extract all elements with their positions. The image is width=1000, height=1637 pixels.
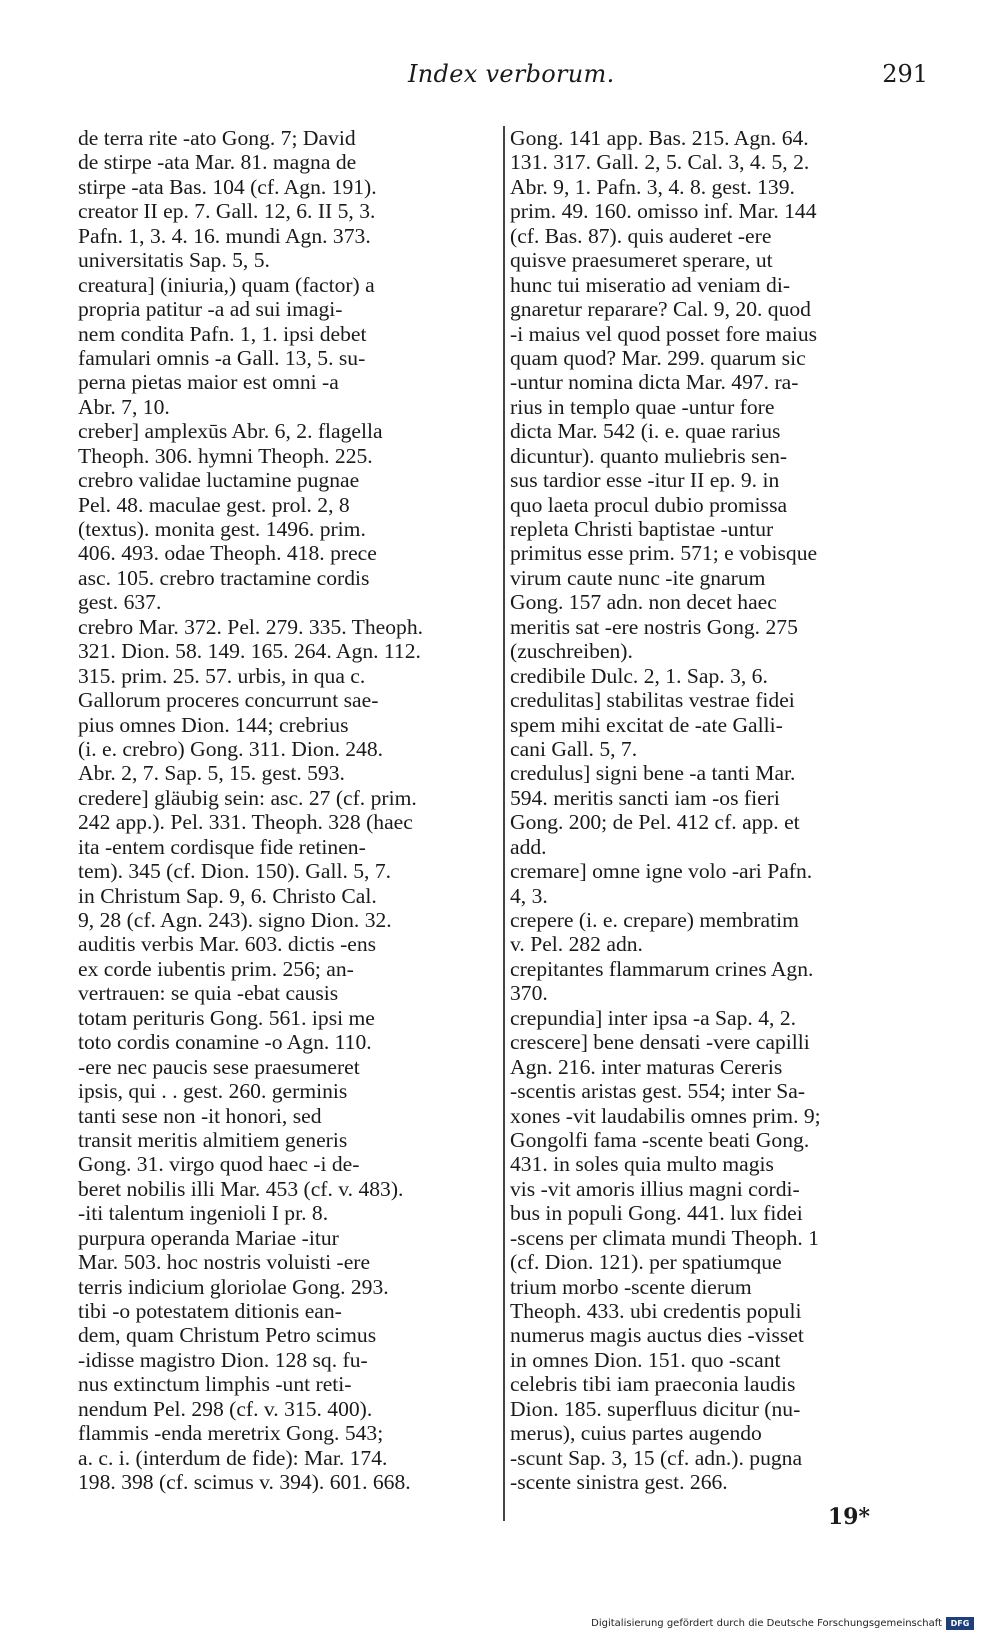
index-line: tibi -o potestatem ditionis ean- bbox=[78, 1299, 342, 1323]
index-line: creatura] (iniuria,) quam (factor) a bbox=[78, 272, 375, 297]
index-line: sus tardior esse -itur II ep. 9. in bbox=[510, 468, 780, 493]
index-line: quisve praesumeret sperare, ut bbox=[510, 248, 773, 273]
index-line: crebro Mar. 372. Pel. 279. 335. Theoph. bbox=[78, 614, 424, 639]
index-line: -scentis aristas gest. 554; inter Sa- bbox=[510, 1079, 806, 1104]
index-line: Abr. 2, 7. Sap. 5, 15. gest. 593. bbox=[78, 761, 345, 786]
index-line: (zuschreiben). bbox=[510, 639, 633, 664]
index-line: -iti talentum ingenioli I pr. 8. bbox=[78, 1201, 329, 1226]
index-line: credulus] signi bene -a tanti Mar. bbox=[510, 761, 796, 786]
index-line: spem mihi excitat de -ate Galli- bbox=[510, 712, 783, 737]
index-line: (cf. Dion. 121). per spatiumque bbox=[510, 1250, 782, 1275]
index-line: vis -vit amoris illius magni cordi- bbox=[510, 1176, 800, 1201]
index-line: pius omnes Dion. 144; crebrius bbox=[78, 712, 349, 737]
index-line: auditis verbis Mar. 603. dictis -ens bbox=[78, 932, 377, 957]
index-line: numerus magis auctus dies -visset bbox=[510, 1323, 804, 1348]
index-line: crepundia] inter ipsa -a Sap. 4, 2. bbox=[510, 1005, 797, 1030]
index-line: famulari omnis -a Gall. 13, 5. su- bbox=[78, 345, 366, 370]
dfg-logo: DFG bbox=[946, 1617, 974, 1630]
left-column bbox=[78, 126, 498, 1495]
index-line: -scens per climata mundi Theoph. 1 bbox=[510, 1225, 820, 1250]
index-line: Pafn. 1, 3. 4. 16. mundi Agn. 373. bbox=[78, 223, 371, 248]
index-line: crepitantes flammarum crines Agn. bbox=[510, 956, 814, 981]
index-line: Mar. 503. hoc nostris voluisti -ere bbox=[78, 1250, 371, 1275]
index-line: a. c. i. (interdum de fide): Mar. 174. bbox=[78, 1445, 388, 1470]
index-line: credulitas] stabilitas vestrae fidei bbox=[510, 688, 795, 713]
index-line: Gong. 200; de Pel. 412 cf. app. et bbox=[510, 810, 800, 835]
index-line: Abr. 9, 1. Pafn. 3, 4. 8. gest. 139. bbox=[510, 174, 795, 199]
index-line: Gong. 141 app. Bas. 215. Agn. 64. bbox=[510, 126, 809, 150]
index-line: Gongolfi fama -scente beati Gong. bbox=[510, 1127, 810, 1152]
index-line: quo laeta procul dubio promissa bbox=[510, 492, 788, 517]
index-line: credere] gläubig sein: asc. 27 (cf. prim. bbox=[78, 785, 417, 810]
index-line: transit meritis almitiem generis bbox=[78, 1127, 348, 1152]
page-number: 291 bbox=[882, 60, 928, 88]
index-line: beret nobilis illi Mar. 453 (cf. v. 483). bbox=[78, 1176, 404, 1201]
index-line: Pel. 48. maculae gest. prol. 2, 8 bbox=[78, 492, 350, 517]
index-line: v. Pel. 282 adn. bbox=[510, 932, 643, 957]
index-line: crescere] bene densati -vere capilli bbox=[510, 1030, 810, 1055]
index-line: Gallorum proceres concurrunt sae- bbox=[78, 688, 379, 713]
index-line: in omnes Dion. 151. quo -scant bbox=[510, 1347, 781, 1372]
index-line: trium morbo -scente dierum bbox=[510, 1274, 752, 1299]
digitization-credit: Digitalisierung gefördert durch die Deutsche Forschungsgemeinschaft bbox=[591, 1618, 942, 1629]
index-line: prim. 49. 160. omisso inf. Mar. 144 bbox=[510, 199, 817, 224]
index-line: Theoph. 306. hymni Theoph. 225. bbox=[78, 443, 373, 468]
index-line: 131. 317. Gall. 2, 5. Cal. 3, 4. 5, 2. bbox=[510, 150, 810, 175]
index-line: gest. 637. bbox=[78, 590, 162, 615]
index-line: 594. meritis sancti iam -os fieri bbox=[510, 785, 780, 810]
right-column bbox=[510, 126, 930, 1495]
index-line: tanti sese non -it honori, sed bbox=[78, 1103, 322, 1128]
index-line: propria patitur -a ad sui imagi- bbox=[78, 297, 343, 322]
index-line: add. bbox=[510, 834, 547, 859]
index-line: primitus esse prim. 571; e vobisque bbox=[510, 541, 818, 566]
index-line: merus), cuius partes augendo bbox=[510, 1421, 762, 1446]
index-line: celebris tibi iam praeconia laudis bbox=[510, 1372, 796, 1397]
index-line: nus extinctum limphis -unt reti- bbox=[78, 1372, 352, 1397]
index-line: dicta Mar. 542 (i. e. quae rarius bbox=[510, 419, 781, 444]
index-line: xones -vit laudabilis omnes prim. 9; bbox=[510, 1103, 821, 1128]
index-line: totam perituris Gong. 561. ipsi me bbox=[78, 1005, 375, 1030]
index-line: de terra rite -ato Gong. 7; David bbox=[78, 126, 356, 150]
index-line: 9, 28 (cf. Agn. 243). signo Dion. 32. bbox=[78, 908, 392, 932]
index-line: Gong. 157 adn. non decet haec bbox=[510, 590, 777, 615]
index-line: 315. prim. 25. 57. urbis, in qua c. bbox=[78, 663, 366, 688]
index-line: nem condita Pafn. 1, 1. ipsi debet bbox=[78, 321, 367, 346]
column-divider bbox=[503, 126, 505, 1521]
index-line: terris indicium gloriolae Gong. 293. bbox=[78, 1274, 389, 1299]
index-line: creator II ep. 7. Gall. 12, 6. II 5, 3. bbox=[78, 199, 376, 224]
index-line: (cf. Bas. 87). quis auderet -ere bbox=[510, 223, 772, 248]
index-line: vertrauen: se quia -ebat causis bbox=[78, 981, 339, 1006]
index-line: cremare] omne igne volo -ari Pafn. bbox=[510, 859, 813, 884]
index-line: dem, quam Christum Petro scimus bbox=[78, 1323, 377, 1348]
signature-mark: 19* bbox=[827, 1504, 870, 1530]
index-line: ex corde iubentis prim. 256; an- bbox=[78, 956, 354, 981]
index-line: -idisse magistro Dion. 128 sq. fu- bbox=[78, 1347, 368, 1372]
index-line: purpura operanda Mariae -itur bbox=[78, 1225, 339, 1250]
index-line: Agn. 216. inter maturas Cereris bbox=[510, 1054, 783, 1079]
index-line: perna pietas maior est omni -a bbox=[78, 370, 339, 395]
index-line: de stirpe -ata Mar. 81. magna de bbox=[78, 150, 357, 175]
index-line: asc. 105. crebro tractamine cordis bbox=[78, 565, 370, 590]
index-line: Dion. 185. superfluus dicitur (nu- bbox=[510, 1396, 801, 1421]
index-line: 4, 3. bbox=[510, 883, 548, 908]
index-line: (textus). monita gest. 1496. prim. bbox=[78, 517, 366, 541]
index-line: crebro validae luctamine pugnae bbox=[78, 468, 360, 493]
index-line: creber] amplexūs Abr. 6, 2. flagella bbox=[78, 419, 383, 444]
index-line: nendum Pel. 298 (cf. v. 315. 400). bbox=[78, 1396, 373, 1421]
index-line: crepere (i. e. crepare) membratim bbox=[510, 908, 799, 932]
index-line: 321. Dion. 58. 149. 165. 264. Agn. 112. bbox=[78, 639, 421, 664]
index-line: 406. 493. odae Theoph. 418. prece bbox=[78, 541, 377, 566]
index-line: bus in populi Gong. 441. lux fidei bbox=[510, 1201, 803, 1226]
index-line: Abr. 7, 10. bbox=[78, 394, 170, 419]
index-line: ita -entem cordisque fide retinen- bbox=[78, 834, 366, 859]
index-line: credibile Dulc. 2, 1. Sap. 3, 6. bbox=[510, 663, 768, 688]
index-line: quam quod? Mar. 299. quarum sic bbox=[510, 345, 806, 370]
index-line: toto cordis conamine -o Agn. 110. bbox=[78, 1030, 372, 1055]
running-title: Index verborum. bbox=[408, 60, 615, 88]
index-line: 242 app.). Pel. 331. Theoph. 328 (haec bbox=[78, 810, 413, 835]
index-line: cani Gall. 5, 7. bbox=[510, 736, 638, 761]
index-line: in Christum Sap. 9, 6. Christo Cal. bbox=[78, 883, 377, 908]
index-line: dicuntur). quanto muliebris sen- bbox=[510, 443, 788, 468]
index-line: rius in templo quae -untur fore bbox=[510, 394, 775, 419]
index-line: 370. bbox=[510, 981, 548, 1006]
index-line: stirpe -ata Bas. 104 (cf. Agn. 191). bbox=[78, 174, 377, 199]
page-header bbox=[0, 60, 1000, 100]
index-line: hunc tui miseratio ad veniam di- bbox=[510, 272, 791, 297]
index-line: tem). 345 (cf. Dion. 150). Gall. 5, 7. bbox=[78, 859, 392, 884]
index-line: (i. e. crebro) Gong. 311. Dion. 248. bbox=[78, 736, 384, 761]
index-line: -untur nomina dicta Mar. 497. ra- bbox=[510, 370, 799, 395]
index-line: flammis -enda meretrix Gong. 543; bbox=[78, 1421, 384, 1446]
index-line: universitatis Sap. 5, 5. bbox=[78, 248, 270, 273]
index-line: -scunt Sap. 3, 15 (cf. adn.). pugna bbox=[510, 1445, 803, 1470]
index-line: -ere nec paucis sese praesumeret bbox=[78, 1054, 360, 1079]
index-line: -scente sinistra gest. 266. bbox=[510, 1470, 728, 1495]
index-line: virum caute nunc -ite gnarum bbox=[510, 565, 766, 590]
index-line: 431. in soles quia multo magis bbox=[510, 1152, 774, 1177]
index-line: meritis sat -ere nostris Gong. 275 bbox=[510, 614, 798, 639]
index-line: ipsis, qui . . gest. 260. germinis bbox=[78, 1079, 348, 1104]
index-line: gnaretur reparare? Cal. 9, 20. quod bbox=[510, 297, 811, 322]
index-line: Theoph. 433. ubi credentis populi bbox=[510, 1299, 802, 1323]
index-line: -i maius vel quod posset fore maius bbox=[510, 321, 818, 346]
index-line: repleta Christi baptistae -untur bbox=[510, 517, 774, 541]
index-line: 198. 398 (cf. scimus v. 394). 601. 668. bbox=[78, 1470, 411, 1495]
index-line: Gong. 31. virgo quod haec -i de- bbox=[78, 1152, 360, 1177]
